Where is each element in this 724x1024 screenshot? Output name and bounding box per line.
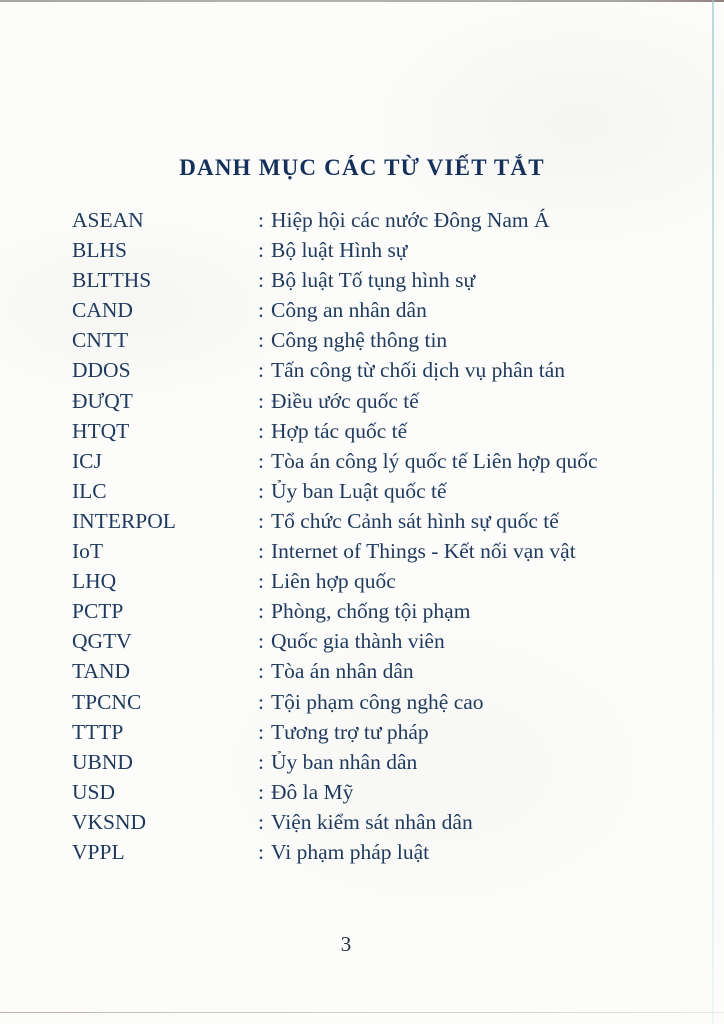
colon-separator: : xyxy=(258,388,264,413)
colon-separator: : xyxy=(258,809,264,834)
scan-right-edge-line xyxy=(712,0,714,1024)
abbreviation-definition xyxy=(258,386,419,416)
abbreviation-code: UBND xyxy=(72,749,133,774)
abbreviation-meaning: Tòa án nhân dân xyxy=(270,659,414,684)
abbreviation-row xyxy=(72,536,672,566)
abbreviation-row xyxy=(72,295,672,325)
abbreviation-definition xyxy=(258,596,470,626)
colon-separator: : xyxy=(258,539,264,564)
abbreviation-row xyxy=(72,386,672,416)
abbreviation-row xyxy=(72,656,672,686)
abbreviation-code: BLTTHS xyxy=(72,268,152,293)
abbreviation-row xyxy=(72,506,672,536)
abbreviation-definition xyxy=(258,807,473,837)
abbreviation-code: CNTT xyxy=(72,328,129,353)
abbreviation-meaning: Điều ước quốc tế xyxy=(270,388,419,413)
abbreviation-row xyxy=(72,807,672,837)
abbreviation-meaning: Hợp tác quốc tế xyxy=(270,418,408,443)
abbreviation-definition xyxy=(258,355,565,385)
abbreviation-meaning: Ủy ban nhân dân xyxy=(270,749,418,774)
abbreviation-row xyxy=(72,235,672,265)
abbreviation-meaning: Bộ luật Tố tụng hình sự xyxy=(270,268,476,293)
abbreviation-row xyxy=(72,626,672,656)
abbreviation-code: ASEAN xyxy=(72,208,144,232)
abbreviation-code: VKSND xyxy=(72,809,147,834)
abbreviation-meaning: Internet of Things - Kết nối vạn vật xyxy=(270,539,576,564)
abbreviation-code: TTTP xyxy=(72,719,124,744)
abbreviation-meaning: Đô la Mỹ xyxy=(270,779,354,804)
abbreviation-row xyxy=(72,596,672,626)
page-title: DANH MỤC CÁC TỪ VIẾT TẮT xyxy=(179,155,545,181)
abbreviation-row xyxy=(72,717,672,747)
abbreviation-row xyxy=(72,476,672,506)
abbreviation-code: IoT xyxy=(72,539,104,564)
abbreviation-row xyxy=(72,566,672,596)
abbreviation-meaning: Công an nhân dân xyxy=(270,298,427,323)
abbreviation-meaning: Hiệp hội các nước Đông Nam Á xyxy=(270,208,550,232)
abbreviation-meaning: Công nghệ thông tin xyxy=(270,328,448,353)
abbreviation-definition xyxy=(258,205,550,235)
abbreviation-meaning: Bộ luật Hình sự xyxy=(270,238,408,263)
abbreviation-definition xyxy=(258,265,475,295)
abbreviation-meaning: Tổ chức Cảnh sát hình sự quốc tế xyxy=(270,508,559,533)
abbreviation-meaning: Tòa án công lý quốc tế Liên hợp quốc xyxy=(270,448,598,473)
abbreviation-definition xyxy=(258,626,445,656)
abbreviation-definition xyxy=(258,687,484,717)
abbreviation-code: ĐƯQT xyxy=(72,388,133,413)
abbreviation-code: TPCNC xyxy=(72,689,142,714)
abbreviation-definition xyxy=(258,717,429,747)
abbreviation-meaning: Phòng, chống tội phạm xyxy=(270,599,471,624)
abbreviation-definition xyxy=(258,566,396,596)
abbreviation-row xyxy=(72,205,672,235)
abbreviation-code: DDOS xyxy=(72,358,131,383)
abbreviation-row xyxy=(72,777,672,807)
colon-separator: : xyxy=(258,689,264,714)
abbreviation-definition xyxy=(258,777,353,807)
abbreviation-meaning: Tội phạm công nghệ cao xyxy=(270,689,484,714)
colon-separator: : xyxy=(258,328,264,353)
colon-separator: : xyxy=(258,839,264,864)
abbreviation-definition xyxy=(258,506,559,536)
abbreviation-meaning: Tương trợ tư pháp xyxy=(270,719,429,744)
colon-separator: : xyxy=(258,779,264,804)
colon-separator: : xyxy=(258,629,264,654)
colon-separator: : xyxy=(258,599,264,624)
abbreviation-row xyxy=(72,747,672,777)
abbreviation-meaning: Viện kiểm sát nhân dân xyxy=(270,809,473,834)
abbreviation-code: BLHS xyxy=(72,238,127,263)
abbreviation-definition xyxy=(258,235,407,265)
abbreviation-code: HTQT xyxy=(72,418,130,443)
colon-separator: : xyxy=(258,569,264,594)
abbreviation-definition xyxy=(258,476,447,506)
abbreviation-row xyxy=(72,446,672,476)
abbreviation-definition xyxy=(258,837,429,867)
abbreviation-meaning: Quốc gia thành viên xyxy=(270,629,445,654)
abbreviation-code: ILC xyxy=(72,478,107,503)
colon-separator: : xyxy=(258,268,264,293)
page-number: 3 xyxy=(340,932,352,956)
colon-separator: : xyxy=(258,749,264,774)
abbreviation-definition xyxy=(258,656,414,686)
abbreviation-code: ICJ xyxy=(72,448,102,473)
abbreviation-definition xyxy=(258,747,417,777)
colon-separator: : xyxy=(258,358,264,383)
abbreviation-row xyxy=(72,325,672,355)
abbreviation-meaning: Tấn công từ chối dịch vụ phân tán xyxy=(270,358,566,383)
abbreviation-row xyxy=(72,355,672,385)
abbreviation-definition xyxy=(258,536,576,566)
colon-separator: : xyxy=(258,659,264,684)
colon-separator: : xyxy=(258,238,264,263)
scan-top-edge-line xyxy=(0,0,724,2)
colon-separator: : xyxy=(258,418,264,443)
abbreviation-code: PCTP xyxy=(72,599,124,624)
abbreviation-meaning: Vi phạm pháp luật xyxy=(270,839,430,864)
abbreviation-code: VPPL xyxy=(72,839,125,864)
abbreviation-code: LHQ xyxy=(72,569,117,594)
abbreviation-definition xyxy=(258,295,427,325)
colon-separator: : xyxy=(258,298,264,323)
abbreviation-row xyxy=(72,416,672,446)
scan-bottom-edge-line xyxy=(0,1012,724,1013)
abbreviation-row xyxy=(72,265,672,295)
abbreviation-meaning: Ủy ban Luật quốc tế xyxy=(270,478,447,503)
abbreviation-code: QGTV xyxy=(72,629,132,654)
abbreviation-definition xyxy=(258,325,447,355)
colon-separator: : xyxy=(258,508,264,533)
abbreviation-row xyxy=(72,837,672,867)
colon-separator: : xyxy=(258,719,264,744)
colon-separator: : xyxy=(258,448,264,473)
abbreviation-meaning: Liên hợp quốc xyxy=(270,569,396,594)
colon-separator: : xyxy=(258,478,264,503)
abbreviation-row xyxy=(72,687,672,717)
abbreviation-code: INTERPOL xyxy=(72,508,176,533)
abbreviation-list xyxy=(72,205,672,867)
abbreviation-code: USD xyxy=(72,779,116,804)
abbreviation-code: TAND xyxy=(72,659,130,684)
abbreviation-definition xyxy=(258,416,407,446)
colon-separator: : xyxy=(258,208,264,232)
abbreviation-definition xyxy=(258,446,598,476)
abbreviation-code: CAND xyxy=(72,298,133,323)
